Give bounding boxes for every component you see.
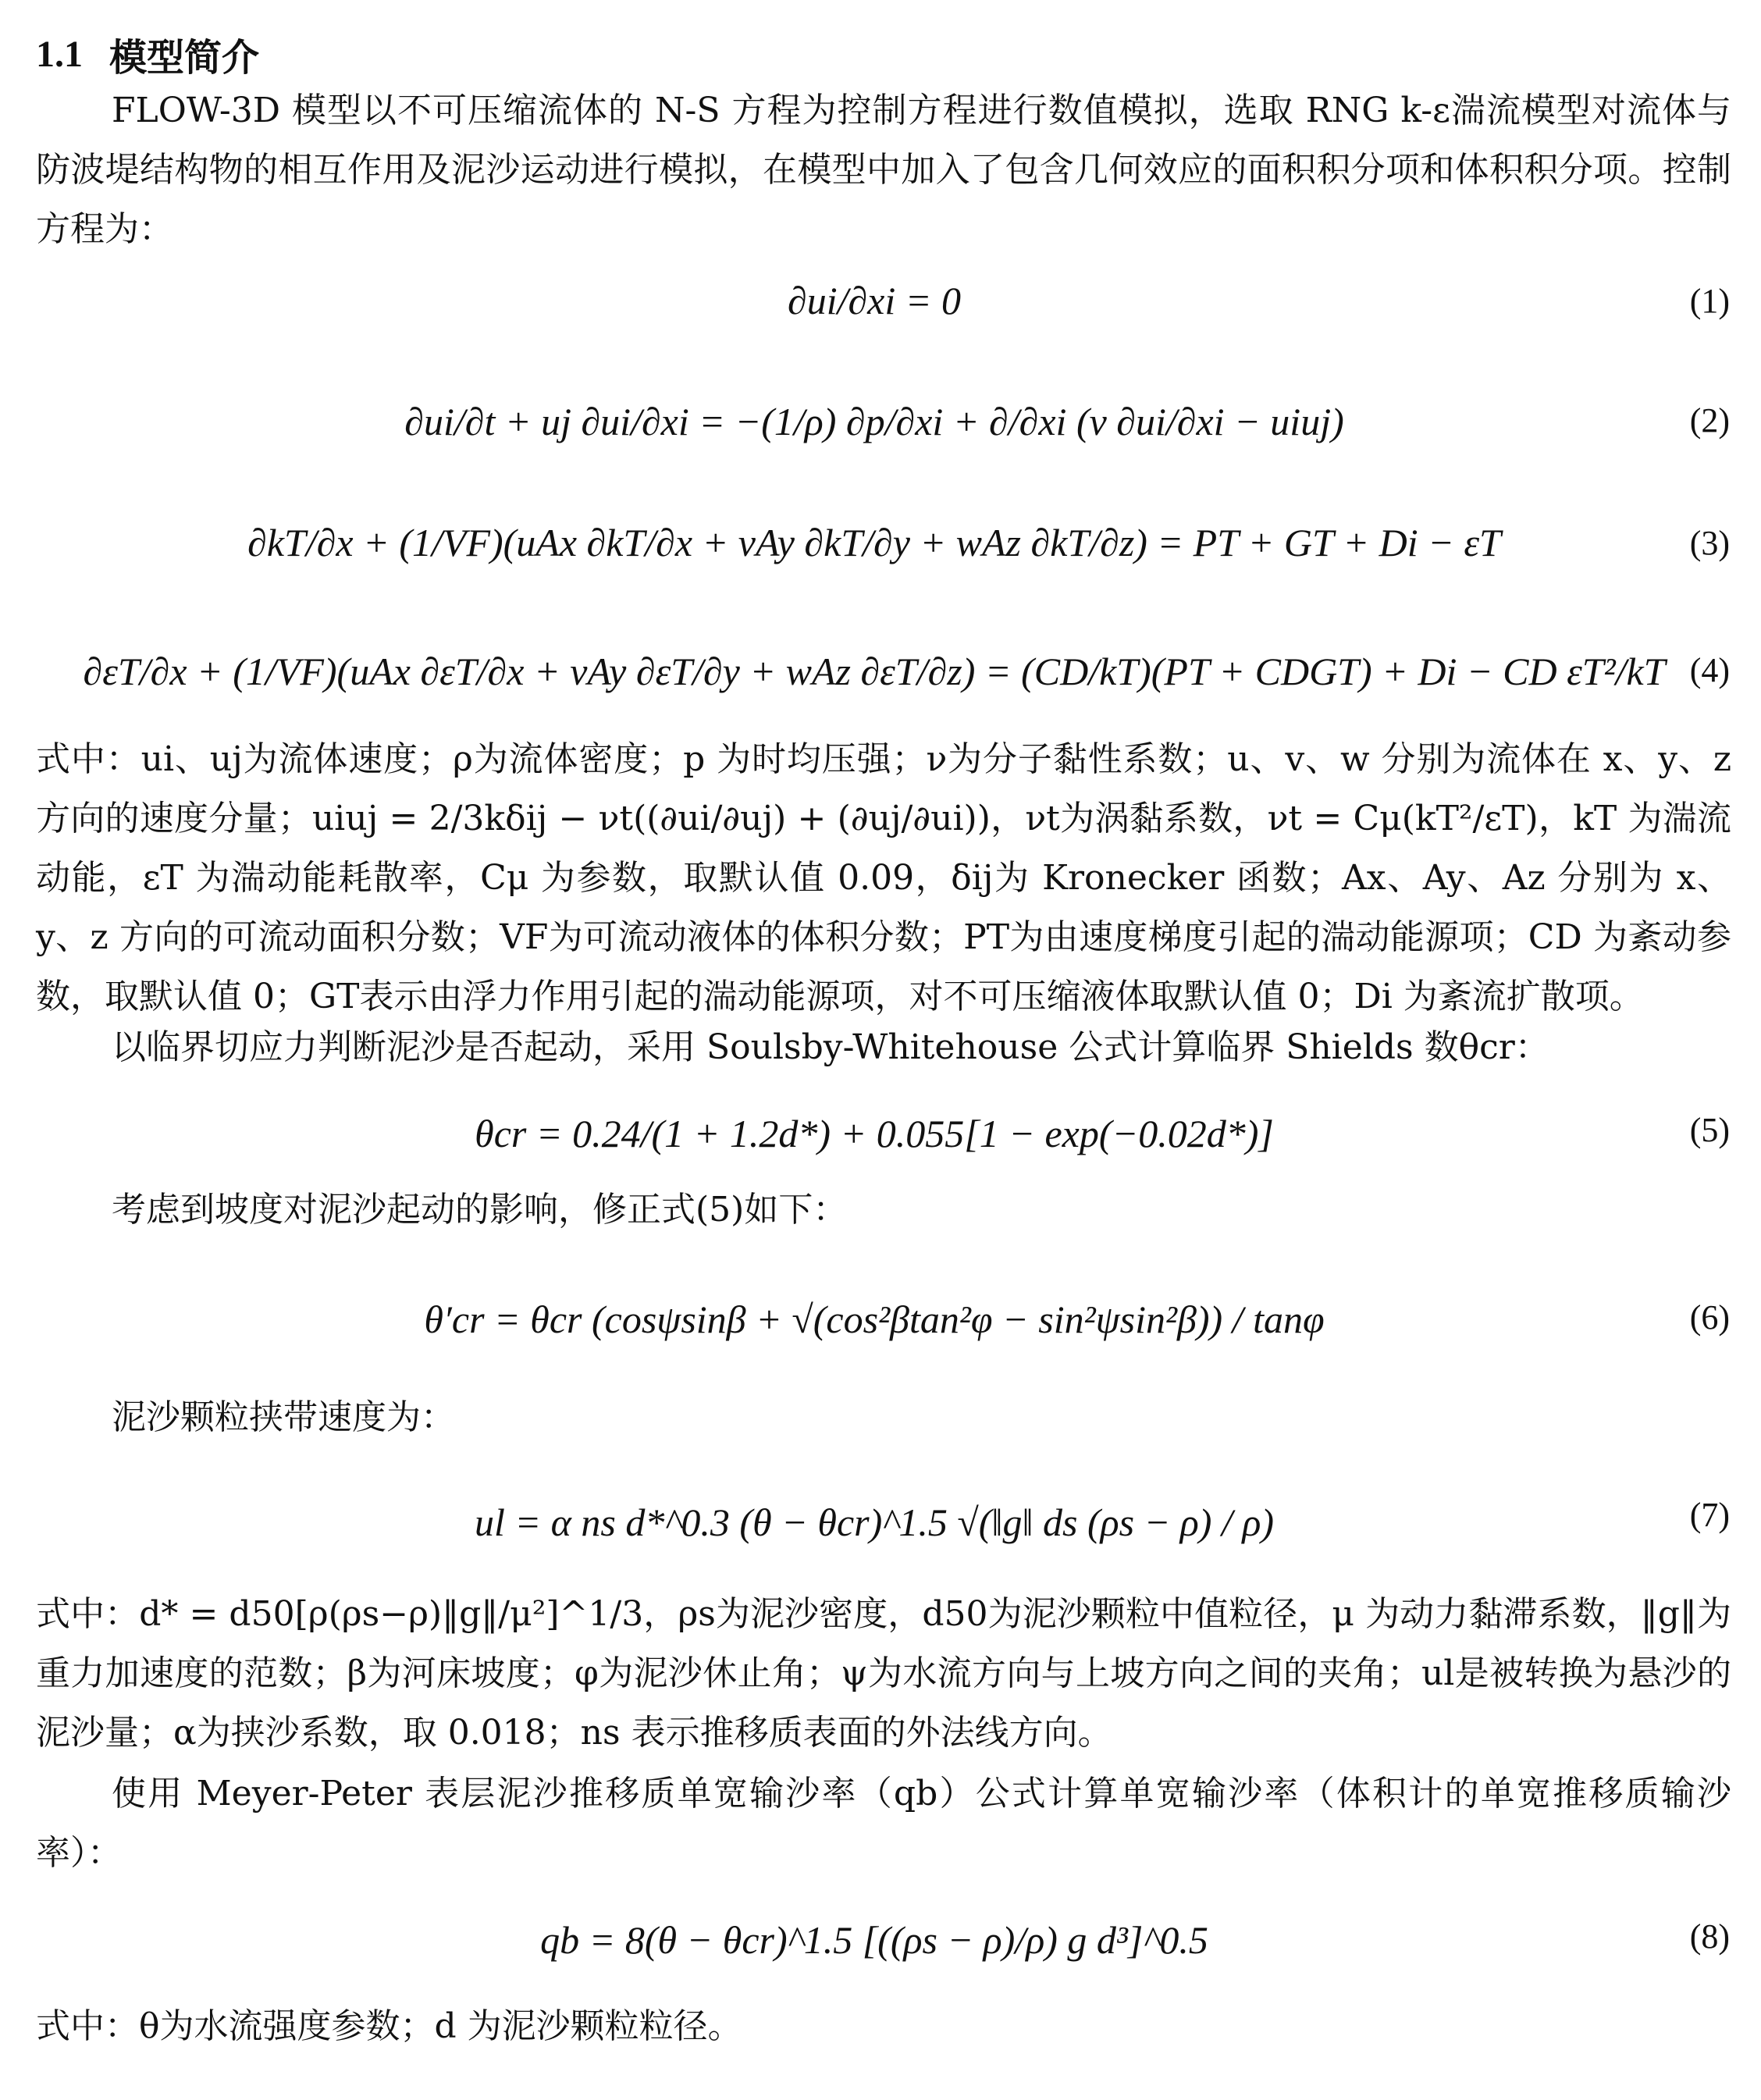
entrain-paragraph: 泥沙颗粒挟带速度为： (112, 1397, 455, 1437)
equation-1-text: ∂ui/∂xi = 0 (787, 279, 962, 322)
equation-5 (312, 1087, 1436, 1180)
equation-4 (83, 625, 1666, 718)
where-paragraph-1: 式中：ui、uj为流体速度；ρ为流体密度；p 为时均压强；ν为分子黏性系数；u、v、w 分别为流体在 x、y、z 方向的速度分量；uiuj = 2/3kδij − νt((∂ui/∂uj) + (∂uj/∂ui))，νt为涡黏系数，νt = Cμ(kT²/εT)，kT 为湍流动能，εT 为湍动能耗散率，Cμ 为参数，取默认值 0.09，δij为 Kronecker 函数；Ax、Ay、Az 分别为 x、y、z 方向的可流动面积分数；VF为可流动液体的体积分数；PT为由速度梯度引起的湍动能源项；CD 为紊动参数，取默认值 0；GT表示由浮力作用引起的湍动能源项，对不可压缩液体取默认值 0；Di 为紊流扩散项。 (36, 739, 1731, 1016)
equation-4-number: (4) (1689, 651, 1730, 689)
critical-paragraph: 以临界切应力判断泥沙是否起动，采用 Soulsby-Whitehouse 公式计算临界 Shields 数θcr： (112, 1027, 1549, 1067)
meyer-paragraph: 使用 Meyer-Peter 表层泥沙推移质单宽输沙率（qb）公式计算单宽输沙率（体积计的单宽推移质输沙率）： (36, 1774, 1731, 1873)
equation-1 (312, 258, 1436, 343)
equation-6-number: (6) (1689, 1298, 1730, 1337)
equation-7 (312, 1468, 1436, 1577)
equation-2-text: ∂ui/∂t + uj ∂ui/∂xi = −(1/ρ) ∂p/∂xi + ∂/∂xi (ν ∂ui/∂xi − uiuj) (404, 400, 1344, 443)
where-paragraph-3: 式中：θ为水流强度参数；d 为泥沙颗粒粒径。 (36, 2006, 742, 2046)
section-title: 模型简介 (109, 35, 260, 80)
equation-3 (247, 500, 1501, 586)
equation-5-text: θcr = 0.24/(1 + 1.2d*) + 0.055[1 − exp(−0.02d*)] (475, 1112, 1274, 1155)
equation-3-number: (3) (1689, 524, 1730, 562)
equation-4-text: ∂εT/∂x + (1/VF)(uAx ∂εT/∂x + vAy ∂εT/∂y + wAz ∂εT/∂z) = (CD/kT)(PT + CDGT) + Di − CD εT²/kT (83, 650, 1666, 693)
where-paragraph-2: 式中：d* = d50[ρ(ρs−ρ)‖g‖/μ²]^1/3，ρs为泥沙密度，d50为泥沙颗粒中值粒径，μ 为动力黏滞系数，‖g‖为重力加速度的范数；β为河床坡度；φ为泥沙休止角；ψ为水流方向与上坡方向之间的夹角；ul是被转换为悬沙的泥沙量；α为挟沙系数，取 0.018；ns 表示推移质表面的外法线方向。 (36, 1594, 1731, 1753)
equation-7-number: (7) (1689, 1496, 1730, 1534)
equation-7-text: ul = α ns d*^0.3 (θ − θcr)^1.5 √(‖g‖ ds (ρs − ρ) / ρ) (475, 1500, 1274, 1544)
equation-8-text: qb = 8(θ − θcr)^1.5 [((ρs − ρ)/ρ) g d³]^0.5 (540, 1918, 1208, 1962)
equation-6 (312, 1265, 1436, 1374)
equation-1-number: (1) (1689, 282, 1730, 320)
section-heading (36, 27, 259, 81)
equation-5-number: (5) (1689, 1111, 1730, 1149)
equation-3-text: ∂kT/∂x + (1/VF)(uAx ∂kT/∂x + vAy ∂kT/∂y + wAz ∂kT/∂z) = PT + GT + Di − εT (247, 521, 1501, 564)
equation-6-text: θ′cr = θcr (cosψsinβ + √(cos²βtan²φ − sin²ψsin²β)) / tanφ (424, 1297, 1325, 1341)
equation-8-number: (8) (1689, 1917, 1730, 1956)
equation-8 (312, 1889, 1436, 1991)
slope-paragraph: 考虑到坡度对泥沙起动的影响，修正式(5)如下： (112, 1190, 848, 1230)
equation-2-number: (2) (1689, 401, 1730, 440)
section-number: 1.1 (36, 33, 83, 75)
equation-2 (312, 379, 1436, 464)
intro-paragraph: FLOW-3D 模型以不可压缩流体的 N-S 方程为控制方程进行数值模拟，选取 RNG k-ε湍流模型对流体与防波堤结构物的相互作用及泥沙运动进行模拟，在模型中加入了包含几何效应的面积积分项和体积积分项。控制方程为： (36, 91, 1731, 249)
